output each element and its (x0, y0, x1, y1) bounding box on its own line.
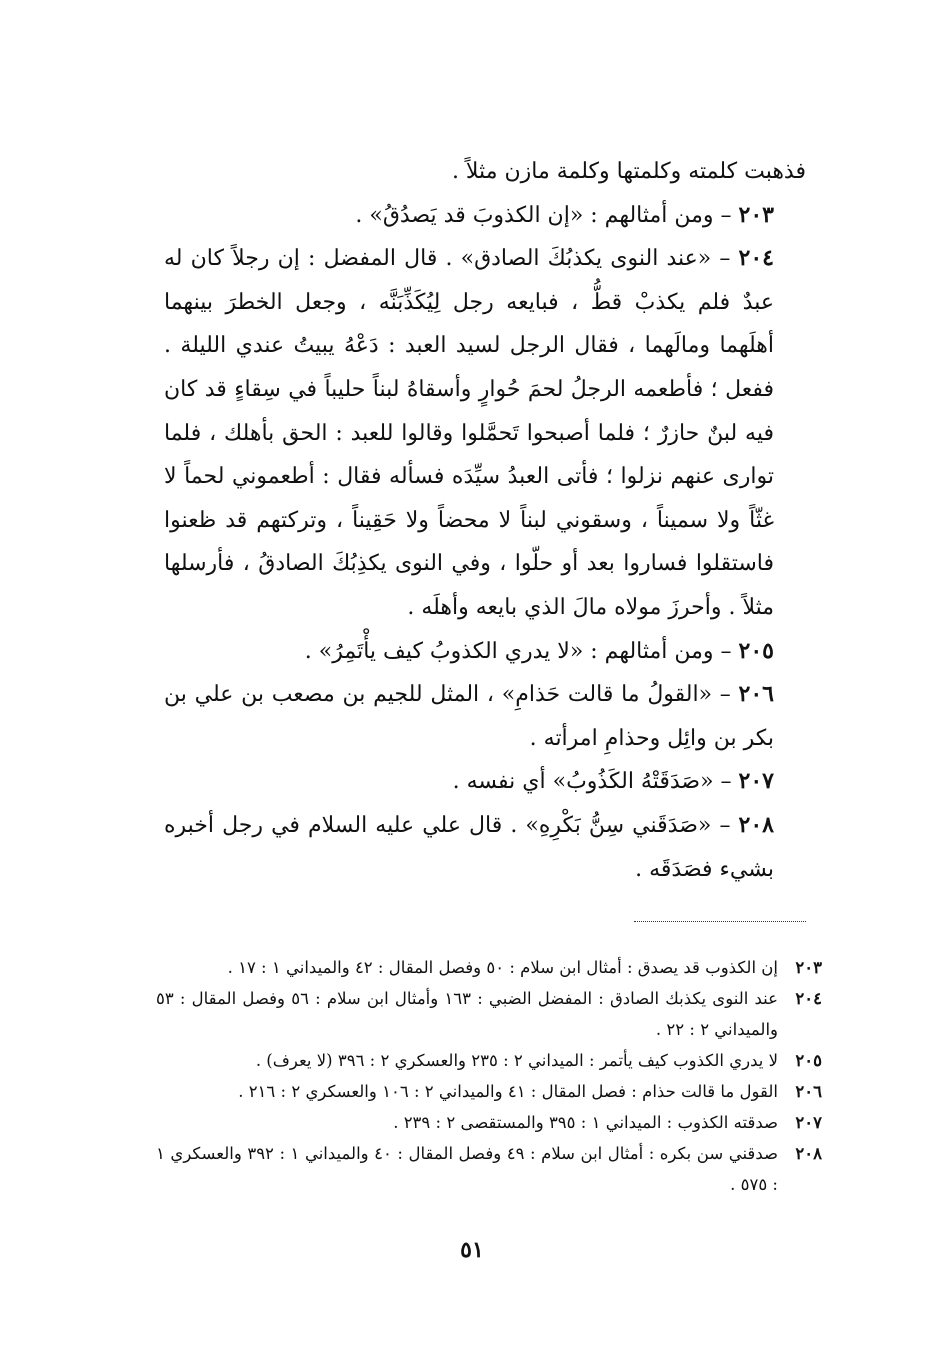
entry-204 (164, 237, 806, 629)
footnote-204 (156, 983, 822, 1045)
entry-text: – «صَدَقَتْهُ الكَذُوبُ» أي نفسه . (452, 769, 739, 795)
page-number: ٥١ (460, 1237, 484, 1263)
entry-number: ٢٠٦ (738, 681, 774, 708)
footnote-206 (156, 1076, 822, 1107)
footnote-number: ٢٠٦ (795, 1082, 822, 1101)
entry-206 (164, 673, 806, 760)
footnote-text: إن الكذوب قد يصدق : أمثال ابن سلام : ٥٠ وفصل المقال : ٤٢ والميداني ١ : ١٧ . (227, 958, 778, 977)
footnote-number: ٢٠٤ (795, 989, 822, 1008)
entry-207 (164, 760, 806, 804)
footnote-203 (156, 952, 822, 983)
footnote-208 (156, 1138, 822, 1200)
entry-number: ٢٠٤ (738, 245, 774, 272)
main-text (164, 150, 806, 891)
entry-number: ٢٠٣ (738, 201, 774, 228)
entry-number: ٢٠٥ (738, 637, 774, 664)
footnote-number: ٢٠٨ (795, 1144, 822, 1163)
footnote-text: عند النوى يكذبك الصادق : المفضل الضبي : ١٦٣ وأمثال ابن سلام : ٥٦ وفصل المقال : ٥٣ والميداني ٢ : ٢٢ . (156, 989, 779, 1039)
footnote-number: ٢٠٣ (795, 958, 822, 977)
entry-text: – «القولُ ما قالت حَذامِ» ، المثل للجيم بن مصعب بن علي بن بكر بن وائِل وحذامِ امرأته . (164, 682, 774, 751)
entry-number: ٢٠٨ (738, 811, 774, 838)
footnote-text: القول ما قالت حذام : فصل المقال : ٤١ والميداني ٢ : ١٠٦ والعسكري ٢ : ٢١٦ . (238, 1082, 778, 1101)
footnote-number: ٢٠٥ (795, 1051, 822, 1070)
entry-203 (164, 194, 806, 238)
footnotes (156, 952, 822, 1200)
footnote-number: ٢٠٧ (795, 1113, 822, 1132)
entry-text: – ومن أمثالهم : «إن الكذوبَ قد يَصدُقُ» . (355, 202, 739, 228)
footnote-205 (156, 1045, 822, 1076)
footnote-text: صدقني سن بكره : أمثال ابن سلام : ٤٩ وفصل المقال : ٤٠ والميداني ١ : ٣٩٢ والعسكري ١ : ٥٧٥ . (156, 1144, 778, 1194)
opening-line: فذهبت كلمته وكلمتها وكلمة مازن مثلاً . (451, 159, 806, 184)
footnote-207 (156, 1107, 822, 1138)
entry-208 (164, 804, 806, 891)
entry-205 (164, 630, 806, 674)
entry-text: – ومن أمثالهم : «لا يدري الكذوبُ كيف يأْتَمِرُ» . (304, 638, 739, 664)
footnote-text: صدقته الكذوب : الميداني ١ : ٣٩٥ والمستقصى ٢ : ٢٣٩ . (393, 1113, 778, 1132)
entry-number: ٢٠٧ (738, 768, 774, 795)
entry-text: – «صَدَقَني سِنُّ بَكْرِهِ» . قال علي عليه السلام في رجل أخبره بشيء فصَدَقَه . (164, 812, 774, 882)
entry-text: – «عند النوى يكذبُكَ الصادق» . قال المفضل : إن رجلاً كان له عبدٌ فلم يكذبْ قطُّ ، فبايعه رجل لِيُكَذِّبَنَّه ، وجعل الخطرَ بينهما أهلَهما ومالَهما ، فقال الرجل لسيد العبد : دَعْهُ يبيتُ عندي الليلة . ففعل ؛ فأطعمه الرجلُ لحمَ حُوارٍ وأسقاهُ لبناً حليباً في سِقاءٍ قد كان فيه لبنٌ حازرٌ ؛ فلما أصبحوا تَحمَّلوا وقالوا للعبد : الحق بأهلك ، فلما توارى عنهم نزلوا ؛ فأتى العبدُ سيِّدَه فسأله فقال : أطعموني لحماً لا غثّاً ولا سميناً ، وسقوني لبناً لا محضاً ولا حَقِيناً ، وتركتهم قد ظعنوا فاستقلوا فساروا بعد أو حلّوا ، وفي النوى يكذِبُكَ الصادقُ ، فأرسلها مثلاً . وأحرزَ مولاه مالَ الذي بايعه وأهلَه . (164, 246, 774, 620)
footnote-text: لا يدري الكذوب كيف يأتمر : الميداني ٢ : ٢٣٥ والعسكري ٢ : ٣٩٦ (لا يعرف) . (255, 1051, 778, 1070)
footnote-separator (634, 921, 806, 922)
